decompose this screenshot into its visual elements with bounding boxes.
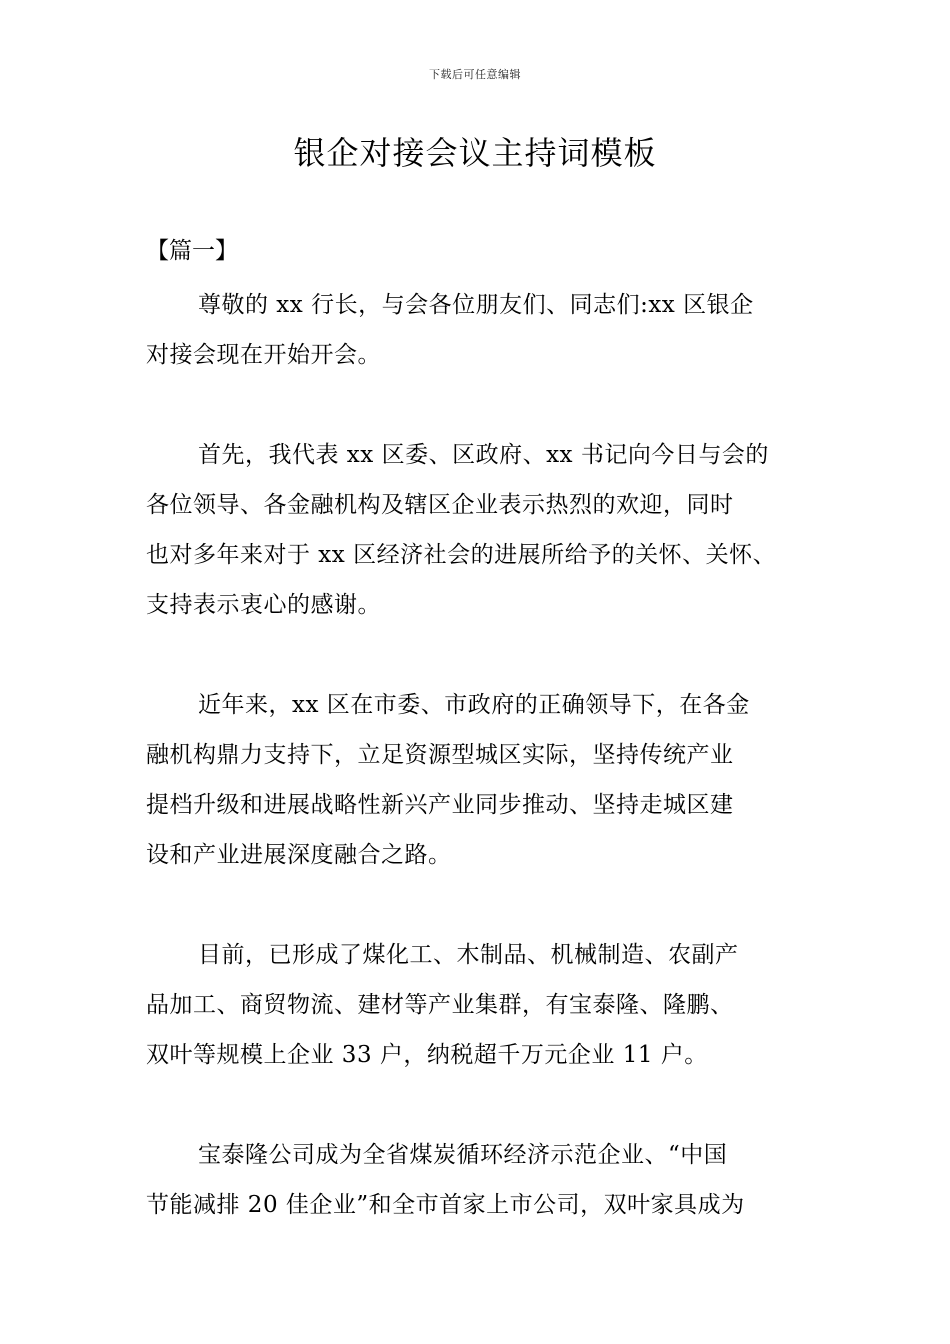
paragraph-line: 品加工、商贸物流、建材等产业集群，有宝泰隆、隆鹏、 xyxy=(146,992,734,1018)
paragraph-line: 目前，已形成了煤化工、木制品、机械制造、农副产 xyxy=(198,942,739,968)
paragraph-line: 节能减排 20 佳企业”和全市首家上市公司，双叶家具成为 xyxy=(146,1192,745,1218)
paragraph-line: 融机构鼎力支持下，立足资源型城区实际，坚持传统产业 xyxy=(146,742,734,768)
paragraph-2 xyxy=(146,430,816,630)
section-label: 【篇一】 xyxy=(146,238,238,264)
paragraph-line: 设和产业进展深度融合之路。 xyxy=(146,842,452,868)
paragraph-line: 各位领导、各金融机构及辖区企业表示热烈的欢迎，同时 xyxy=(146,492,734,518)
paragraph-5 xyxy=(146,1130,816,1230)
paragraph-line: 尊敬的 xx 行长，与会各位朋友们、同志们:xx 区银企 xyxy=(198,292,754,318)
paragraph-line: 也对多年来对于 xx 区经济社会的进展所给予的关怀、关怀、 xyxy=(146,542,777,568)
paragraph-line: 双叶等规模上企业 33 户，纳税超千万元企业 11 户。 xyxy=(146,1042,708,1068)
paragraph-line: 对接会现在开始开会。 xyxy=(146,342,381,368)
paragraph-4 xyxy=(146,930,816,1080)
paragraph-1 xyxy=(146,280,816,380)
paragraph-line: 提档升级和进展战略性新兴产业同步推动、坚持走城区建 xyxy=(146,792,734,818)
paragraph-3 xyxy=(146,680,816,880)
header-note: 下载后可任意编辑 xyxy=(429,68,521,81)
paragraph-line: 近年来，xx 区在市委、市政府的正确领导下，在各金 xyxy=(198,692,750,718)
paragraph-line: 宝泰隆公司成为全省煤炭循环经济示范企业、“中国 xyxy=(198,1142,728,1168)
document-title: 银企对接会议主持词模板 xyxy=(293,134,657,172)
paragraph-line: 首先，我代表 xx 区委、区政府、xx 书记向今日与会的 xyxy=(198,442,769,468)
body-text xyxy=(146,280,816,1280)
paragraph-line: 支持表示衷心的感谢。 xyxy=(146,592,381,618)
